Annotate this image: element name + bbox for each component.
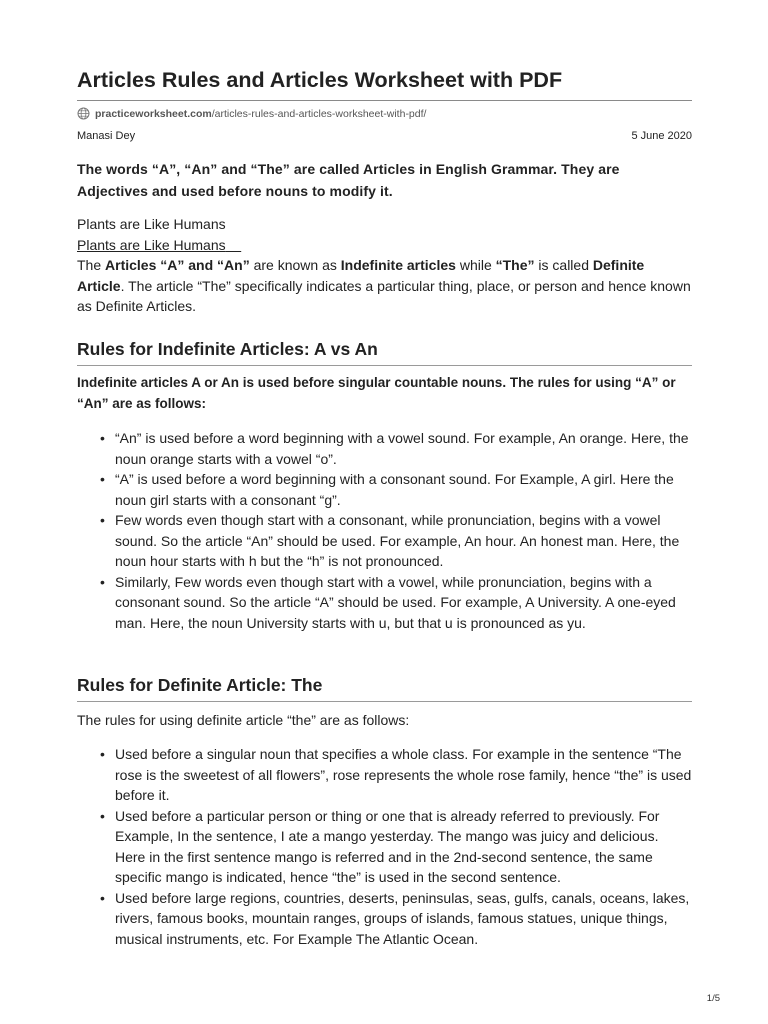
globe-icon — [77, 107, 90, 120]
intro-paragraph: The words “A”, “An” and “The” are called Articles in English Grammar. They are Adjectives and used before nouns to modify it. — [77, 161, 620, 199]
indefinite-rules-list — [77, 428, 692, 633]
definite-lead: The rules for using definite article “the” are as follows: — [77, 712, 410, 728]
section-divider — [77, 701, 692, 702]
plants-text: Plants are Like Humans — [77, 216, 226, 232]
list-item: • Used before a singular noun that specifies a whole class. For example in the sentence “The rose is the sweetest of all flowers”, rose represents the whole rose family, hence “the” is used before it. — [100, 746, 692, 803]
byline — [77, 130, 692, 142]
section-divider — [77, 365, 692, 366]
list-item: • “A” is used before a word beginning with a consonant sound. For Example, A girl. Here the noun girl starts with a consonant “g”. — [100, 471, 674, 508]
definite-rules-list — [77, 744, 692, 949]
author-name: Manasi Dey — [77, 130, 136, 142]
list-item: • Few words even though start with a consonant, while pronunciation, begins with a vowel sound. So the article “An” should be used. For example, An hour. An honest man. Here, the noun hour starts with h but the “h” is not pronounced. — [100, 512, 680, 569]
section-heading-indefinite: Rules for Indefinite Articles: A vs An — [77, 339, 378, 359]
title-divider — [77, 100, 692, 101]
source-path: /articles-rules-and-articles-worksheet-with-pdf/ — [211, 107, 427, 120]
section-heading-definite: Rules for Definite Article: The — [77, 675, 323, 695]
indefinite-lead: Indefinite articles A or An is used before singular countable nouns. The rules for using “A” or “An” are as follows: — [77, 375, 676, 411]
publish-date: 5 June 2020 — [631, 130, 692, 142]
list-item: • Similarly, Few words even though start with a vowel, while pronunciation, begins with a consonant sound. So the article “A” should be used. For example, A University. A one-eyed man. Here, the noun University starts with u, but that u is pronounced as yu. — [100, 573, 676, 631]
source-domain: practiceworksheet.com — [95, 107, 212, 120]
source-url[interactable] — [77, 107, 426, 120]
list-item: • Used before large regions, countries, deserts, peninsulas, seas, gulfs, canals, oceans, lakes, rivers, famous books, mountain ranges, groups of islands, famous statues, unique things, musical instruments, etc. For Example The Atlantic Ocean. — [100, 889, 690, 947]
page-title: Articles Rules and Articles Worksheet with PDF — [77, 68, 563, 92]
page-number: 1/5 — [706, 993, 720, 1004]
plants-link[interactable] — [77, 235, 241, 255]
list-item: • Used before a particular person or thing or one that is already referred to previously. For Example, In the sentence, I ate a mango yesterday. The mango was juicy and delicious. Here in the first sentence mango is referred and in the 2nd-second sentence, the same specific mango is indicated, hence “the” is used in the second sentence. — [100, 807, 660, 885]
articles-definition-paragraph: The Articles “A” and “An” are known as Indefinite articles while “The” is called Definite Article. The article “The” specifically indicates a particular thing, place, or person and hence known as Definite Articles. — [77, 257, 691, 314]
plants-link-text[interactable]: Plants are Like Humans — [77, 237, 226, 253]
list-item: • “An” is used before a word beginning with a vowel sound. For example, An orange. Here, the noun orange starts with a vowel “o”. — [100, 430, 689, 467]
